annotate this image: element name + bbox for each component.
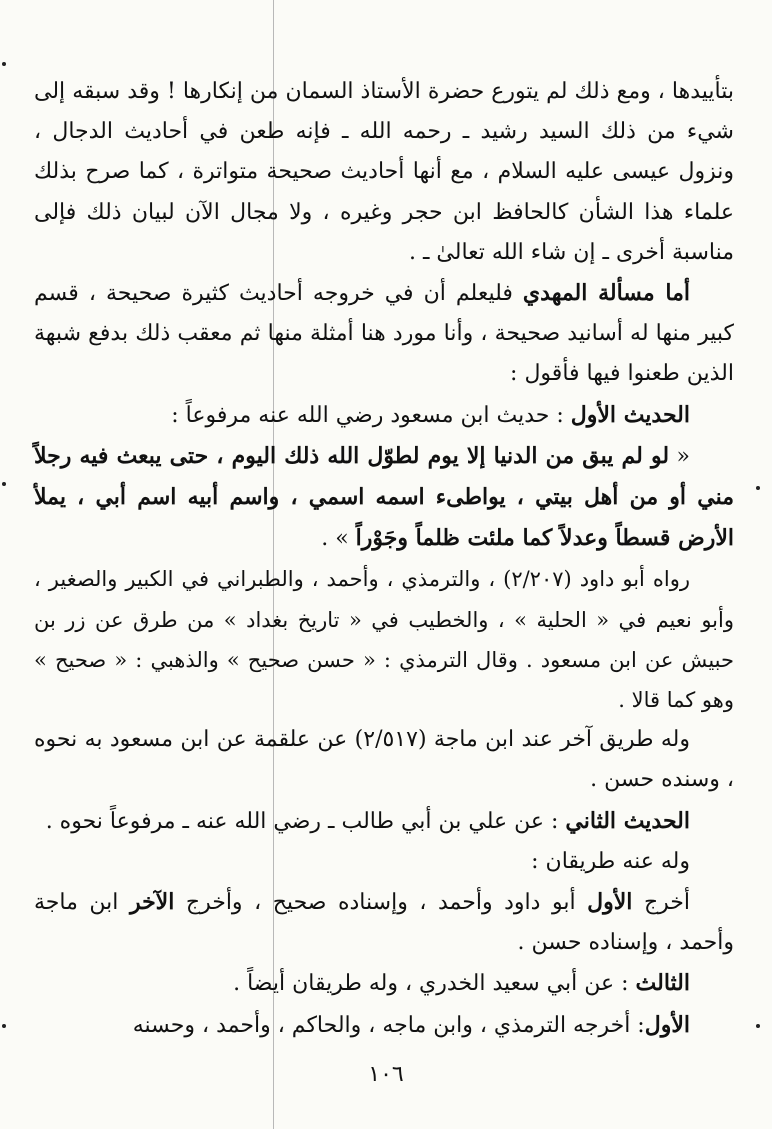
paragraph <box>34 72 734 273</box>
bold-heading-run: لو لم يبق من الدنيا إلا يوم لطوّل الله ذلك اليوم ، حتى يبعث فيه رجلاً مني أو من أهل بيتي ، يواطىء اسمه اسمي ، واسم أبيه اسم أبي ، يملأ الأرض قسطاً وعدلاً كما ملئت ظلماً وجَوْراً <box>34 442 734 552</box>
paragraph <box>34 395 734 436</box>
paragraph <box>34 801 734 842</box>
paragraph <box>34 436 734 560</box>
scan-speck <box>756 486 760 490</box>
scan-speck <box>756 1024 760 1028</box>
body-text <box>34 72 734 1046</box>
paragraph <box>34 882 734 963</box>
bold-heading-run: الأول <box>587 889 633 916</box>
paragraph <box>34 559 734 720</box>
text-run: » . <box>321 526 356 552</box>
scan-speck <box>2 482 6 486</box>
text-run: أبو داود وأحمد ، وإسناده صحيح ، وأخرج <box>174 890 588 916</box>
paragraph <box>34 273 734 395</box>
text-run: « <box>669 443 691 469</box>
paragraph <box>34 842 734 882</box>
bold-heading-run: الحديث الثاني <box>565 807 690 834</box>
text-run: رواه أبو داود (٢/٢٠٧) ، والترمذي ، وأحمد ، والطبراني في الكبير والصغير ، وأبو نعيم في « الحلية » ، والخطيب في « تاريخ بغداد » من طرق عن زر بن حبيش عن ابن مسعود . وقال الترمذي : « حسن صحيح » والذهبي : « صحيح » وهو كما قالا . <box>34 567 734 713</box>
bold-heading-run: أما مسألة المهدي <box>522 280 690 307</box>
paragraph <box>34 1005 734 1046</box>
text-run: : أخرجه الترمذي ، وابن ماجه ، والحاكم ، وأحمد ، وحسنه <box>132 1012 645 1038</box>
bold-heading-run: الثالث <box>635 970 690 997</box>
text-run: : عن أبي سعيد الخدري ، وله طريقان أيضاً . <box>233 971 636 997</box>
bold-heading-run: الأول <box>644 1011 690 1038</box>
page-number: ١٠٦ <box>368 1062 404 1087</box>
text-run: فليعلم أن في خروجه أحاديث كثيرة صحيحة ، قسم كبير منها له أسانيد صحيحة ، وأنا مورد هنا أمثلة منها ثم معقب ذلك بدفع شبهة الذين طعنوا فيها فأقول : <box>34 281 734 387</box>
text-run: وله عنه طريقان : <box>531 848 690 874</box>
paragraph <box>34 963 734 1004</box>
text-run: بتأييدها ، ومع ذلك لم يتورع حضرة الأستاذ السمان من إنكارها ! وقد سبقه إلى شيء من ذلك السيد رشيد ـ رحمه الله ـ فإنه طعن في أحاديث الدجال ، ونزول عيسى عليه السلام ، مع أنها أحاديث صحيحة متواترة ، كما صرح بذلك علماء هذا الشأن كالحافظ ابن حجر وغيره ، ولا مجال الآن لبيان ذلك فإلى مناسبة أخرى ـ إن شاء الله تعالىٰ ـ . <box>34 79 734 265</box>
text-run: ابن ماجة وأحمد ، وإسناده حسن . <box>34 890 734 956</box>
paragraph <box>34 720 734 800</box>
scan-speck <box>2 1024 6 1028</box>
bold-heading-run: الآخر <box>129 889 175 916</box>
text-run: وله طريق آخر عند ابن ماجة (٢/٥١٧) عن علقمة عن ابن مسعود به نحوه ، وسنده حسن . <box>34 727 734 793</box>
text-run: : عن علي بن أبي طالب ـ رضي الله عنه ـ مرفوعاً نحوه . <box>45 808 566 834</box>
scan-speck <box>2 62 6 66</box>
bold-heading-run: الحديث الأول <box>570 401 690 428</box>
text-run: أخرج <box>632 890 690 916</box>
text-run: : حديث ابن مسعود رضي الله عنه مرفوعاً : <box>171 402 571 428</box>
